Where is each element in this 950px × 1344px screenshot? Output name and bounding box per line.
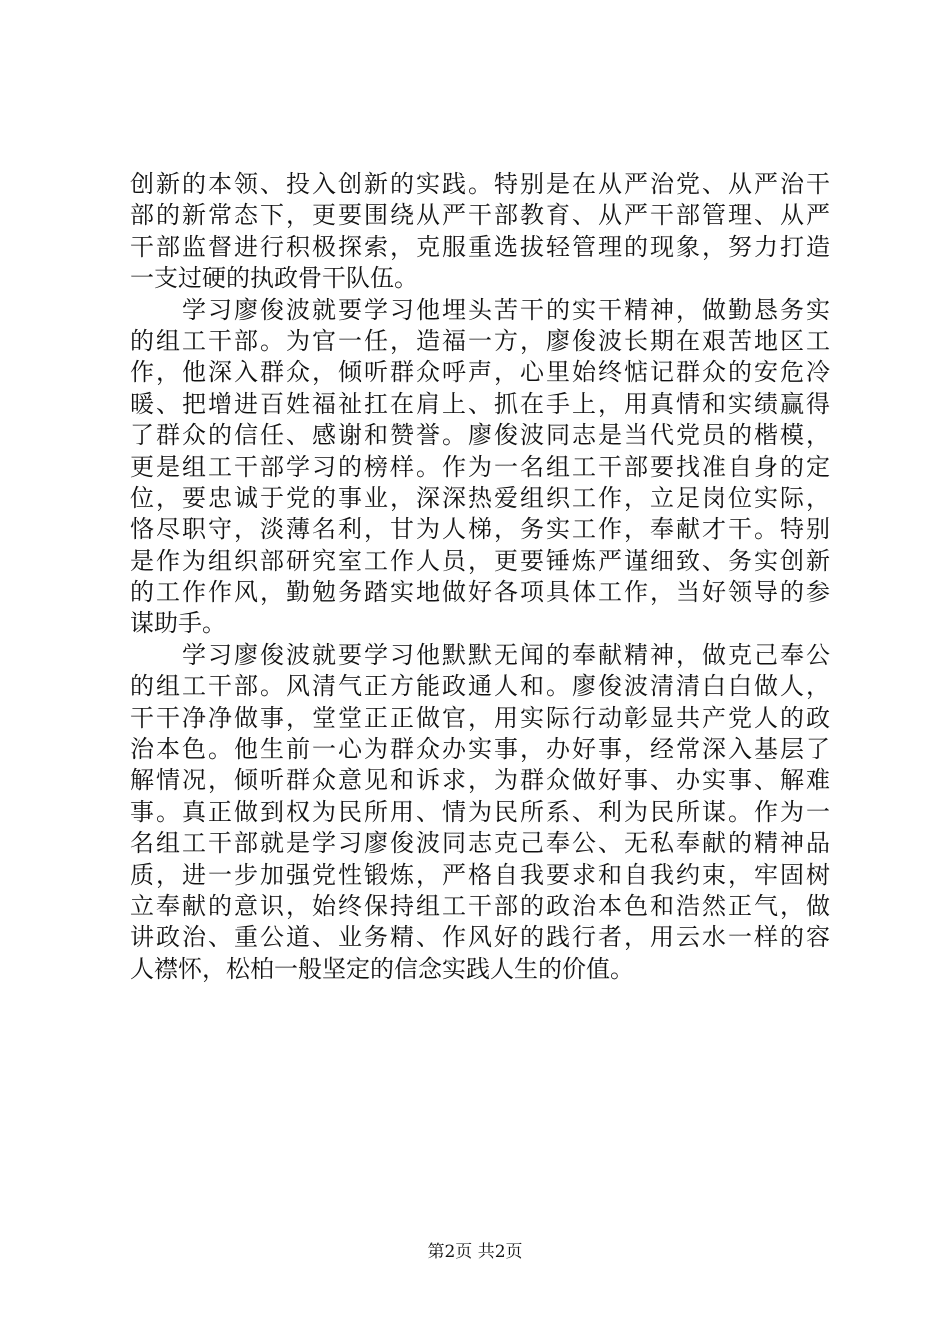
paragraph-1 [130, 169, 830, 295]
text-line: 立奉献的意识，始终保持组工干部的政治本色和浩然正气，做 [130, 891, 830, 920]
paragraph-3 [130, 640, 830, 985]
text-line: 更是组工干部学习的榜样。作为一名组工干部要找准自身的定 [130, 452, 830, 481]
paragraph-2 [130, 295, 830, 640]
text-line: 质，进一步加强党性锻炼，严格自我要求和自我约束，牢固树 [130, 860, 830, 889]
text-line: 作，他深入群众，倾听群众呼声，心里始终惦记群众的安危冷 [130, 358, 830, 387]
text-line: 讲政治、重公道、业务精、作风好的践行者，用云水一样的容 [130, 923, 830, 952]
text-line: 谋助手。 [130, 609, 226, 638]
text-line: 事。真正做到权为民所用、情为民所系、利为民所谋。作为一 [130, 797, 830, 826]
text-line: 位，要忠诚于党的事业，深深热爱组织工作，立足岗位实际， [130, 483, 830, 512]
text-line: 名组工干部就是学习廖俊波同志克己奉公、无私奉献的精神品 [130, 829, 830, 858]
text-line: 恪尽职守，淡薄名利，甘为人梯，务实工作，奉献才干。特别 [130, 515, 830, 544]
text-line: 治本色。他生前一心为群众办实事，办好事，经常深入基层了 [130, 735, 830, 764]
page-number-footer: 第2页 共2页 [427, 1242, 523, 1262]
text-line: 学习廖俊波就要学习他埋头苦干的实干精神，做勤恳务实 [182, 295, 830, 324]
text-line: 解情况，倾听群众意见和诉求，为群众做好事、办实事、解难 [130, 766, 830, 795]
text-line: 人襟怀，松柏一般坚定的信念实践人生的价值。 [130, 954, 634, 983]
text-line: 的组工干部。风清气正方能政通人和。廖俊波清清白白做人， [130, 672, 830, 701]
text-line: 的组工干部。为官一任，造福一方，廖俊波长期在艰苦地区工 [130, 326, 830, 355]
text-line: 部的新常态下，更要围绕从严干部教育、从严干部管理、从严 [130, 201, 830, 230]
text-line: 是作为组织部研究室工作人员，更要锤炼严谨细致、务实创新 [130, 546, 830, 575]
text-line: 一支过硬的执政骨干队伍。 [130, 264, 418, 293]
text-line: 了群众的信任、感谢和赞誉。廖俊波同志是当代党员的楷模， [130, 421, 830, 450]
text-line: 干部监督进行积极探索，克服重选拔轻管理的现象，努力打造 [130, 232, 830, 261]
document-body [130, 169, 830, 985]
text-line: 暖、把增进百姓福祉扛在肩上、抓在手上，用真情和实绩赢得 [130, 389, 830, 418]
text-line: 学习廖俊波就要学习他默默无闻的奉献精神，做克己奉公 [182, 640, 830, 669]
text-line: 创新的本领、投入创新的实践。特别是在从严治党、从严治干 [130, 170, 830, 198]
text-line: 的工作作风，勤勉务踏实地做好各项具体工作，当好领导的参 [130, 578, 830, 607]
text-line: 干干净净做事，堂堂正正做官，用实际行动彰显共产党人的政 [130, 703, 830, 732]
